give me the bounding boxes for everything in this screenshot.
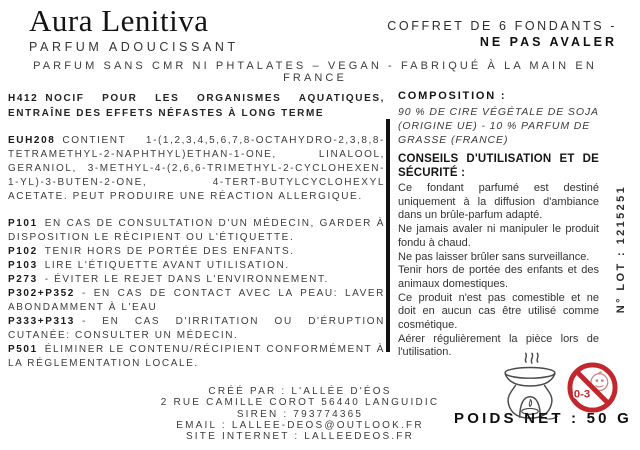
hazard-code: P102 <box>8 246 38 257</box>
hazard-code: H412 <box>8 93 39 104</box>
hazard-code: P333+P313 <box>8 316 75 327</box>
hazard-text: NOCIF POUR LES ORGANISMES AQUATIQUES, ENTRAÎNE DES EFFETS NÉFASTES À LONG TERME <box>8 93 385 119</box>
net-weight: POIDS NET : 50 G <box>454 410 632 427</box>
maker-line: SITE INTERNET : LALLEEDEOS.FR <box>185 431 415 443</box>
hazard-statement <box>8 245 385 259</box>
usage-advice-item: Ne pas laisser brûler sans surveillance. <box>398 250 590 263</box>
composition-text: 90 % DE CIRE VÉGÉTALE DE SOJA (ORIGINE UE) - 10 % PARFUM DE GRASSE (FRANCE) <box>398 106 599 146</box>
maker-line: CRÉÉ PAR : L'ALLÉE D'ÉOS <box>208 386 392 397</box>
hazard-code: P302+P352 <box>8 288 75 299</box>
composition-and-advice <box>398 90 599 360</box>
maker-line: EMAIL : LALLEE-DEOS@OUTLOOK.FR <box>176 419 424 431</box>
usage-advice-item: Ce produit n'est pas comestible et ne doit en aucun cas être utilisé comme cosmétique. <box>398 291 599 332</box>
usage-advice-item: Tenir hors de portée des enfants et des animaux domestiques. <box>398 264 599 290</box>
hazard-code: P273 <box>8 274 38 285</box>
usage-advice-heading: CONSEILS D'UTILISATION ET DE SÉCURITÉ : <box>398 153 599 179</box>
hazard-statement <box>8 273 385 287</box>
hazard-text: TENIR HORS DE PORTÉE DES ENFANTS. <box>44 246 295 257</box>
do-not-swallow-text: NE PAS AVALER <box>479 35 617 49</box>
hazard-code: P103 <box>8 260 38 271</box>
age-range-text: 0-3 <box>573 388 591 401</box>
usage-advice-item: Ne jamais avaler ni manipuler le produit fondu à chaud. <box>398 223 599 249</box>
brand-block <box>29 4 239 54</box>
hazard-statement <box>8 343 385 371</box>
usage-advice-item: Ce fondant parfumé est destiné uniquement à la diffusion d'ambiance dans un brûle-parfum adapté. <box>398 182 599 222</box>
composition-heading: COMPOSITION : <box>398 90 507 102</box>
hazard-code: EUH208 <box>8 135 56 146</box>
pack-info <box>387 18 617 50</box>
hazard-text: LIRE L'ÉTIQUETTE AVANT UTILISATION. <box>44 260 290 271</box>
hazard-statement <box>8 217 385 245</box>
hazard-text: EN CAS DE CONSULTATION D'UN MÉDECIN, GARDER À DISPOSITION LE RÉCIPIENT OU L'ÉTIQUETTE. <box>8 218 385 243</box>
usage-advice-item: Aérer régulièrement la pièce lors de l'utilisation. <box>398 332 599 359</box>
pack-size-text: COFFRET DE 6 FONDANTS - <box>387 19 617 33</box>
claims-banner: PARFUM SANS CMR NI PHTALATES – VEGAN - FABRIQUÉ À LA MAIN EN FRANCE <box>33 60 597 84</box>
hazard-statement <box>8 92 385 121</box>
age-warning-icon <box>566 361 619 414</box>
hazard-text: CONTIENT 1-(1,2,3,4,5,6,7,8-OCTAHYDRO-2,3,8,8-TETRAMETHYL-2-NAPHTHYL)ETHAN-1-ONE, LINALOOL, GERANIOL, 3-METHYL-4-(2,6,6-TRIMETHYL-2-CYCLOHEXEN-1-YL)-3-BUTEN-2-ONE, 4-TERT-BUTYLCYCLOHEXYL ACETATE. PEUT PRODUIRE UNE RÉACTION ALLERGIQUE. <box>8 135 385 202</box>
hazard-text: ÉLIMINER LE CONTENU/RÉCIPIENT CONFORMÉMENT À LA RÉGLEMENTATION LOCALE. <box>8 344 385 369</box>
usage-advice <box>398 182 599 360</box>
lot-number: N° LOT : 1215251 <box>615 184 627 314</box>
maker-info <box>90 386 510 442</box>
hazard-code: P501 <box>8 344 38 355</box>
column-divider <box>386 119 390 352</box>
product-subtitle: PARFUM ADOUCISSANT <box>29 40 239 54</box>
hazard-statement <box>8 134 385 204</box>
maker-line: 2 RUE CAMILLE COROT 56440 LANGUIDIC <box>160 397 440 409</box>
hazard-statement <box>8 259 385 273</box>
product-title: Aura Lenitiva <box>29 3 209 38</box>
hazard-statement <box>8 287 385 315</box>
hazard-text: - EN CAS D'IRRITATION OU D'ÉRUPTION CUTANÉE: CONSULTER UN MÉDECIN. <box>8 316 385 341</box>
hazard-text: - EN CAS DE CONTACT AVEC LA PEAU: LAVER ABONDAMMENT À L'EAU <box>8 288 385 313</box>
hazard-statements <box>8 92 385 371</box>
hazard-code: P101 <box>8 218 38 229</box>
maker-line: SIREN : 793774365 <box>236 408 364 420</box>
hazard-text: - ÉVITER LE REJET DANS L'ENVIRONNEMENT. <box>44 274 329 285</box>
hazard-statement <box>8 315 385 343</box>
